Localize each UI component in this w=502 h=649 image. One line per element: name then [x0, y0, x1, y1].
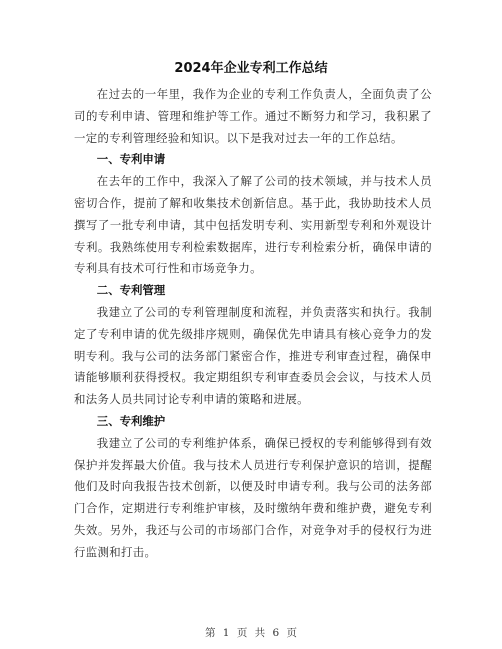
- section-patent-management: [74, 280, 432, 411]
- section-patent-maintenance: [74, 411, 432, 564]
- section-paragraph: 在去年的工作中，我深入了解了公司的技术领域，并与技术人员密切合作，提前了解和收集技术创新信息。基于此，我协助技术人员撰写了一批专利申请，其中包括发明专利、实用新型专利和外观设计专利。我熟练使用专利检索数据库，进行专利检索分析，确保申请的专利具有技术可行性和市场竞争力。: [74, 174, 432, 276]
- section-paragraph: 我建立了公司的专利管理制度和流程，并负责落实和执行。我制定了专利申请的优先级排序规则，确保优先申请具有核心竞争力的发明专利。我与公司的法务部门紧密合作，推进专利审查过程，确保申请能够顺利获得授权。我定期组织专利审查委员会会议，与技术人员和法务人员共同讨论专利申请的策略和进展。: [74, 304, 432, 407]
- section-heading: 二、专利管理: [96, 283, 166, 298]
- section-paragraph: 我建立了公司的专利维护体系，确保已授权的专利能够得到有效保护并发挥最大价值。我与技术人员进行专利保护意识的培训，提醒他们及时向我报告技术创新，以便及时申请专利。我与公司的法务部门合作，定期进行专利维护审核，及时缴纳年费和维护费，避免专利失效。另外，我还与公司的市场部门合作，对竞争对手的侵权行为进行监测和打击。: [74, 435, 432, 559]
- section-patent-application: [74, 149, 432, 280]
- page-title: 2024年企业专利工作总结: [174, 61, 328, 76]
- page-number: 第 1 页 共 6 页: [204, 627, 298, 639]
- section-heading: 一、专利申请: [96, 152, 166, 167]
- intro-paragraph: 在过去的一年里，我作为企业的专利工作负责人，全面负责了公司的专利申请、管理和维护等工作。通过不断努力和学习，我积累了一定的专利管理经验和知识。以下是我对过去一年的工作总结。: [74, 87, 432, 145]
- section-heading: 三、专利维护: [96, 413, 166, 428]
- document-body: [74, 84, 432, 564]
